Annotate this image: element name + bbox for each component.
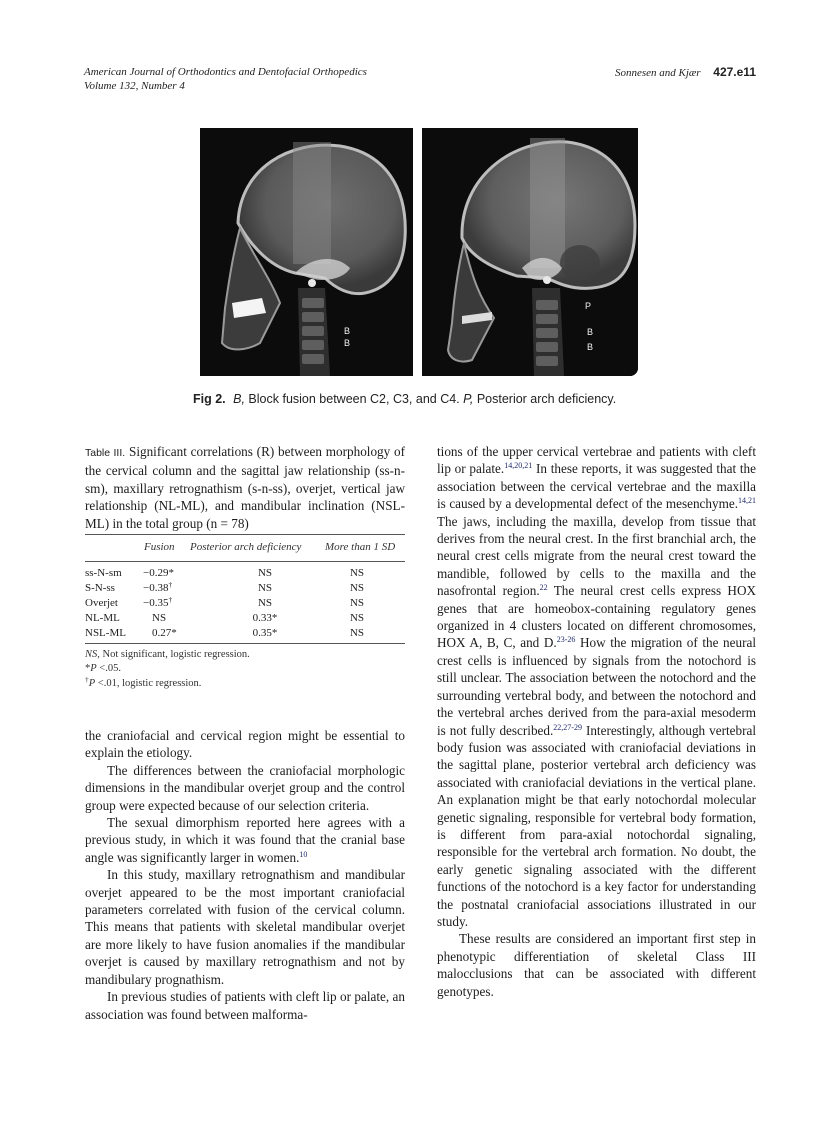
paragraph: In previous studies of patients with cleft lip or palate, an association was found between malforma-	[85, 989, 405, 1022]
reference-link[interactable]: 10	[299, 849, 308, 859]
cell-more-than-1sd: NS	[349, 627, 365, 639]
col-header-fusion: Fusion	[144, 541, 175, 553]
cell-fusion: −0.38†	[143, 580, 173, 594]
table-caption	[85, 443, 405, 532]
cell-more-than-1sd: NS	[349, 612, 365, 624]
skull-radiograph-icon	[200, 128, 413, 376]
authors: Sonnesen and Kjær	[614, 67, 701, 79]
body-text-right-column	[437, 443, 756, 1000]
block-fusion-label: B	[344, 338, 351, 348]
table-bottom-rule	[85, 643, 405, 644]
table-row	[85, 597, 405, 612]
table-row	[85, 612, 405, 627]
caption-b-text: Block fusion between C2, C3, and C4.	[244, 392, 464, 406]
table-header-rule	[85, 561, 405, 562]
block-fusion-label: B	[344, 326, 351, 336]
page-info	[615, 65, 756, 80]
paragraph: the craniofacial and cervical region might be essential to explain the etiology.	[85, 728, 405, 761]
reference-link[interactable]: 23-26	[556, 635, 576, 645]
table-footnote-star: *P <.05.	[85, 663, 121, 674]
xray-image-left	[200, 128, 413, 376]
cell-fusion: 0.27*	[152, 627, 177, 639]
journal-title: American Journal of Orthodontics and Dentofacial Orthopedics	[84, 66, 367, 78]
table-label: Table III.	[85, 447, 126, 459]
body-text-left-column	[85, 727, 405, 1023]
cell-posterior-arch: 0.33*	[252, 612, 278, 624]
xray-image-right	[422, 128, 638, 376]
journal-info	[84, 65, 367, 93]
cell-posterior-arch: NS	[257, 567, 273, 579]
paragraph: tions of the upper cervical vertebrae and patients with cleft lip or palate.$^{14,20,21}$ In these reports, it was suggested that the association between the cervical vertebrae and the maxilla is caused by a developmental defect of the mesenchyme.$^{14,21}$ The jaws, including the maxilla, develop from tissue that derives from the neural crest. In the first branchial arch, the neural crest cells migrate from the neural crest toward the mandible, followed by cells to the maxilla and the nasofrontal region.$^{22}$ The neural crest cells express HOX genes that are homeobox-containing regulatory genes organized in 4 clusters located on different chromosomes, HOX A, B, C, and D.$^{23-26}$ How the migration of the neural crest cells is influenced by signals from the notochord is still unclear. The association between the notochord and the surrounding vertebral body, and between the notochord and the vertebral arches derived from the para-axial mesoderm is not fully described.$^{22,27-29}$ Interestingly, although vertebral body fusion was associated with craniofacial deviations in the sagittal plane, posterior vertebral arch deficiency was associated with craniofacial deviations in the vertical plane. An explanation might be that early notochordal molecular genetic signaling, responsible for vertebral body formation, is different from para-axial notochordal signaling, responsible for the vertebral arch formation. No doubt, the early genetic signaling associated with the different functions of the notochord is a key factor for understanding the postnatal craniofacial associations illustrated in our study.	[437, 444, 756, 929]
table-row	[85, 582, 405, 597]
page-number: 427.e11	[713, 65, 756, 79]
col-header-more-than-1sd: More than 1 SD	[325, 541, 396, 553]
block-fusion-label: B	[587, 342, 594, 352]
cell-fusion: NS	[152, 612, 167, 624]
cell-more-than-1sd: NS	[349, 582, 365, 594]
reference-link[interactable]: 14,21	[738, 496, 756, 506]
table-row	[85, 567, 405, 582]
row-label: ss-N-sm	[85, 567, 122, 579]
skull-radiograph-icon	[422, 128, 638, 376]
figure-number: Fig 2.	[193, 392, 226, 406]
row-label: NL-ML	[85, 612, 120, 624]
table-title: Significant correlations (R) between morphology of the cervical column and the sagittal jaw relationship (ss-n-sm), maxillary retrognathism (s-n-ss), overjet, vertical jaw relationship (NL-ML), and mandibular inclination (NSL-ML) in the total group (n = 78)	[85, 444, 405, 531]
row-label: Overjet	[85, 597, 118, 609]
table-footnote-dagger: †P <.01, logistic regression.	[85, 675, 202, 689]
paragraph: The sexual dimorphism reported here agrees with a previous study, in which it was found that the cranial base angle was significantly larger in women.$^{10}$	[85, 815, 405, 865]
cell-more-than-1sd: NS	[349, 567, 365, 579]
cell-fusion: −0.29*	[143, 567, 174, 579]
table-top-rule	[85, 534, 405, 535]
journal-volume: Volume 132, Number 4	[84, 80, 185, 92]
paragraph: In this study, maxillary retrognathism and mandibular overjet appeared to be the most important craniofacial parameters correlated with fusion of the cervical column. This means that patients with skeletal mandibular overjet are more likely to have fusion anomalies if the mandibular overjet is caused by maxillary retrognathism and not by mandibulary prognathism.	[85, 867, 405, 987]
cell-posterior-arch: 0.35*	[252, 627, 278, 639]
cell-posterior-arch: NS	[257, 597, 273, 609]
paragraph: These results are considered an important first step in phenotypic differentiation of skeletal Class III malocclusions that can be associated with different genotypes.	[437, 931, 756, 999]
paragraph: The differences between the craniofacial morphologic dimensions in the mandibular overjet group and the control group were expected because of our selection criteria.	[85, 762, 405, 813]
table-footnote-ns: NS, Not significant, logistic regression.	[85, 649, 250, 660]
figure-caption	[193, 392, 653, 406]
reference-link[interactable]: 14,20,21	[504, 461, 533, 471]
reference-link[interactable]: 22,27-29	[553, 722, 582, 732]
cell-posterior-arch: NS	[257, 582, 273, 594]
figure-2	[200, 128, 640, 376]
col-header-posterior-arch: Posterior arch deficiency	[190, 541, 302, 553]
row-label: S-N-ss	[85, 582, 115, 594]
caption-p-text: Posterior arch deficiency.	[473, 392, 617, 406]
row-label: NSL-ML	[85, 627, 126, 639]
posterior-arch-label: P	[585, 301, 592, 311]
caption-b-label: B,	[233, 392, 245, 406]
block-fusion-label: B	[587, 327, 594, 337]
caption-p-label: P,	[463, 392, 474, 406]
table-row	[85, 627, 405, 642]
cell-fusion: −0.35†	[143, 595, 173, 609]
reference-link[interactable]: 22	[539, 583, 548, 593]
cell-more-than-1sd: NS	[349, 597, 365, 609]
